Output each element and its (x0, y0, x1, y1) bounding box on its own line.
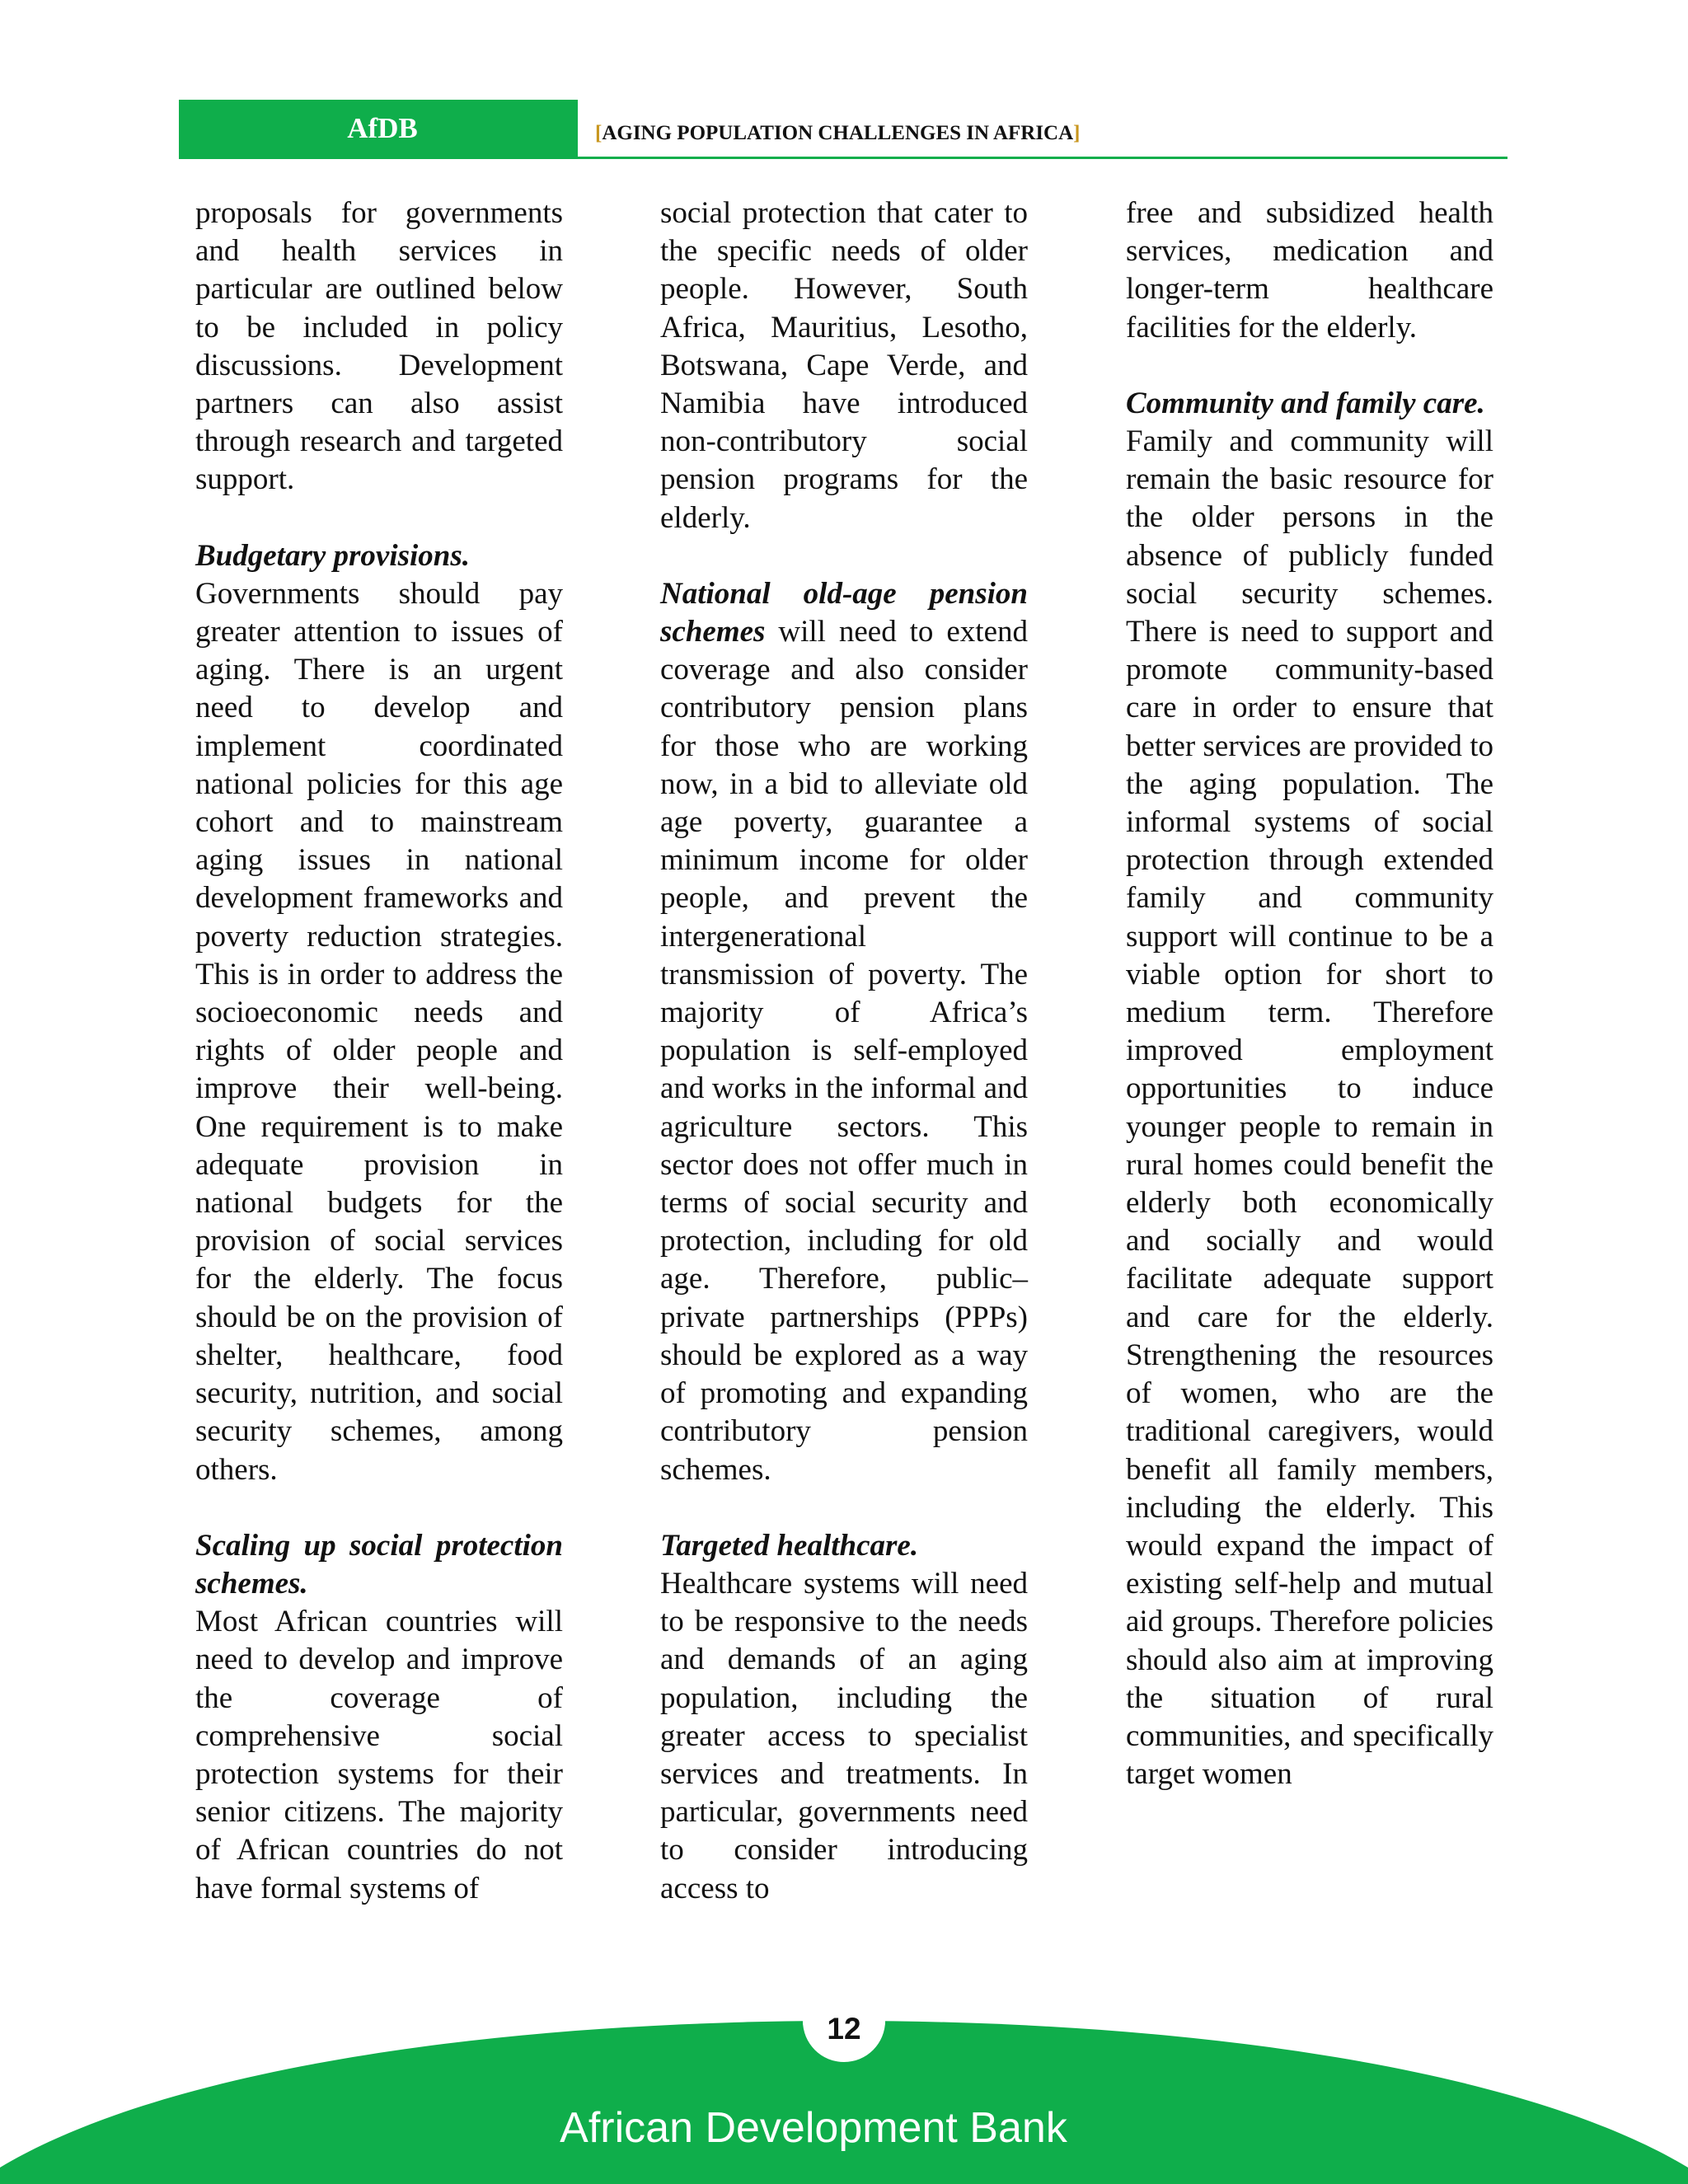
scaling-heading: Scaling up social protection schemes. (195, 1528, 563, 1601)
pension-paragraph (660, 575, 1028, 1489)
scaling-paragraph: Most African countries will need to develop and improve the coverage of comprehensive social protection systems for their senior citizens. The majority of African countries do not have formal systems of (195, 1605, 563, 1905)
text-column-2 (660, 194, 1028, 1908)
col1-intro-paragraph: proposals for governments and health services in particular are outlined below to be included in policy discussions. Development partners can also assist through research and targeted support. (195, 196, 563, 497)
title-open-bracket: [ (595, 122, 603, 144)
healthcare-paragraph: Healthcare systems will need to be responsive to the needs and demands of an aging population, including the greater access to specialist services and treatments. In particular, governments need to consider introducing access to (660, 1566, 1028, 1905)
text-column-3 (1126, 194, 1493, 1793)
col3-intro-paragraph: free and subsidized health services, medication and longer-term healthcare facilities for the elderly. (1126, 196, 1493, 344)
budget-paragraph: Governments should pay greater attention to issues of aging. There is an urgent need to develop and implement coordinated national policies for this age cohort and to mainstream aging issues in national development frameworks and poverty reduction strategies. This is in order to address the socioeconomic needs and rights of older people and improve their well-being. One requirement is to make adequate provision in national budgets for the provision of social services for the elderly. The focus should be on the provision of shelter, healthcare, food security, nutrition, and social security schemes, among others. (195, 576, 563, 1487)
text-column-1 (195, 194, 563, 1908)
pension-heading: National old-age pension schemes (660, 576, 1028, 649)
community-paragraph: Family and community will remain the basic resource for the older persons in the absence of publicly funded social security schemes. There is need to support and promote community-based care in order to ensure that better services are provided to the aging population. The informal systems of social protection through extended family and community support will continue to be a viable option for short to medium term. Therefore improved employment opportunities to induce younger people to remain in rural homes could benefit the elderly both economically and socially and would facilitate adequate support and care for the elderly. Strengthening the resources of women, who are the traditional caregivers, would benefit all family members, including the elderly. This would expand the impact of existing self-help and mutual aid groups. Therefore policies should also aim at improving the situation of rural communities, and specifically target women (1126, 424, 1493, 1792)
page-number: 12 (827, 2012, 861, 2046)
title-close-bracket: ] (1073, 122, 1081, 144)
running-title-text: AGING POPULATION CHALLENGES IN AFRICA (602, 122, 1074, 144)
col2-intro-paragraph: social protection that cater to the specific needs of older people. However, South Africa, Mauritius, Lesotho, Botswana, Cape Verde, and Namibia have introduced non-contributory social pension programs for the elderly. (660, 196, 1028, 535)
community-heading: Community and family care. (1126, 386, 1485, 420)
pension-body: will need to extend coverage and also consider contributory pension plans for those who are working now, in a bid to alleviate old age poverty, guarantee a minimum income for older people, and prevent the intergenerational transmission of poverty. The majority of Africa’s population is self-employed and works in the informal and agriculture sectors. This sector does not offer much in terms of social security and protection, including for old age. Therefore, public–private partnerships (PPPs) should be explored as a way of promoting and expanding contributory pension schemes. (660, 615, 1028, 1487)
healthcare-heading: Targeted healthcare. (660, 1528, 919, 1563)
header-org-label: AfDB (347, 112, 418, 144)
header-rule (179, 157, 1507, 159)
footer-bank-name: African Development Bank (560, 2104, 1067, 2152)
budget-heading: Budgetary provisions. (195, 538, 471, 573)
running-title (595, 122, 1080, 145)
header-org-tab (179, 100, 578, 157)
